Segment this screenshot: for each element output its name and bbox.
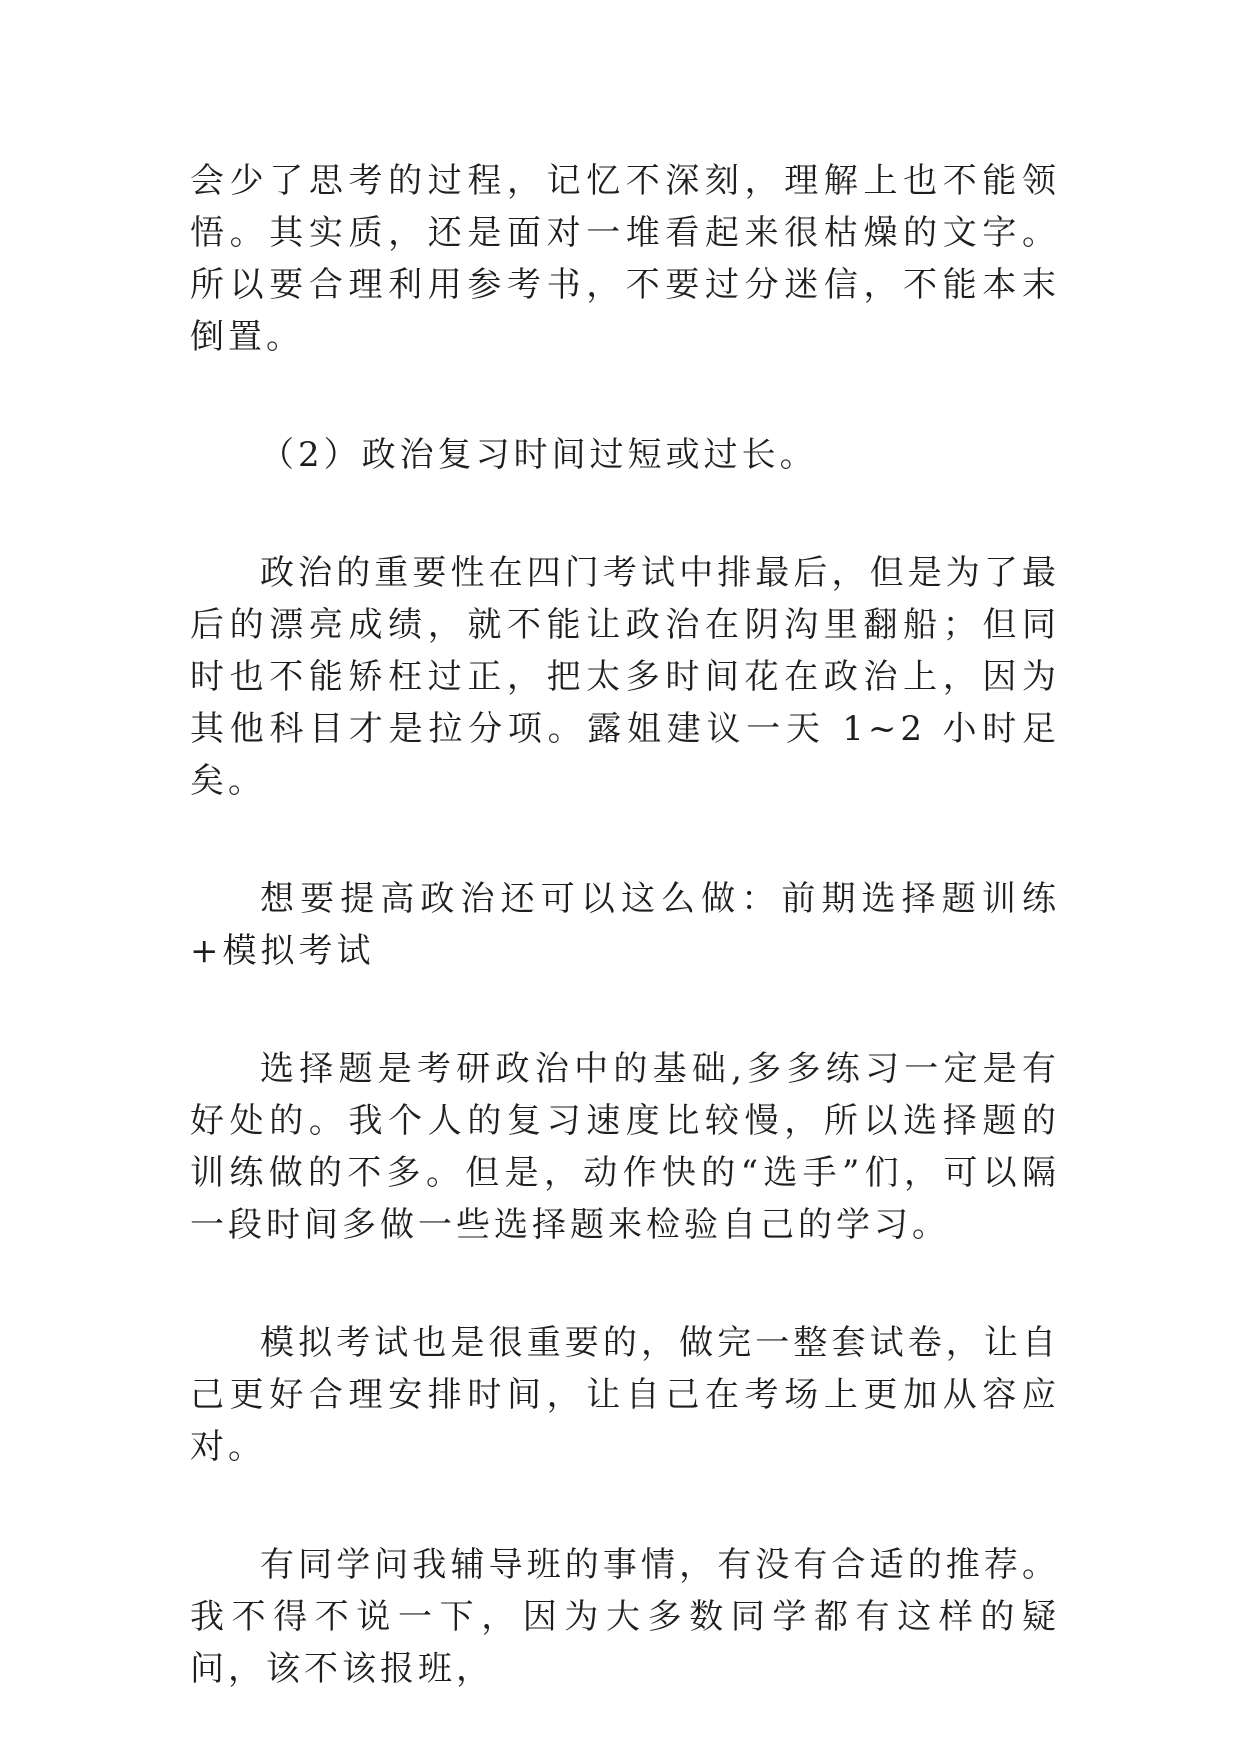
document-body bbox=[190, 155, 1060, 1695]
paragraph-1: 会少了思考的过程，记忆不深刻，理解上也不能领悟。其实质，还是面对一堆看起来很枯燥的文字。所以要合理利用参考书，不要过分迷信，不能本末倒置。 bbox=[190, 161, 1060, 357]
paragraph-3: 政治的重要性在四门考试中排最后，但是为了最后的漂亮成绩，就不能让政治在阴沟里翻船；但同时也不能矫枉过正，把太多时间花在政治上，因为其他科目才是拉分项。露姐建议一天 1~2 小时足矣。 bbox=[190, 553, 1060, 801]
paragraph-5: 选择题是考研政治中的基础,多多练习一定是有好处的。我个人的复习速度比较慢，所以选择题的训练做的不多。但是，动作快的“选手”们，可以隔一段时间多做一些选择题来检验自己的学习。 bbox=[190, 1049, 1060, 1245]
paragraph-4: 想要提高政治还可以这么做：前期选择题训练+模拟考试 bbox=[190, 879, 1060, 971]
paragraph-6: 模拟考试也是很重要的，做完一整套试卷，让自己更好合理安排时间，让自己在考场上更加从容应对。 bbox=[190, 1323, 1060, 1467]
paragraph-2-heading: （2）政治复习时间过短或过长。 bbox=[260, 435, 818, 475]
paragraph-7: 有同学问我辅导班的事情，有没有合适的推荐。我不得不说一下，因为大多数同学都有这样的疑问，该不该报班， bbox=[190, 1545, 1060, 1689]
